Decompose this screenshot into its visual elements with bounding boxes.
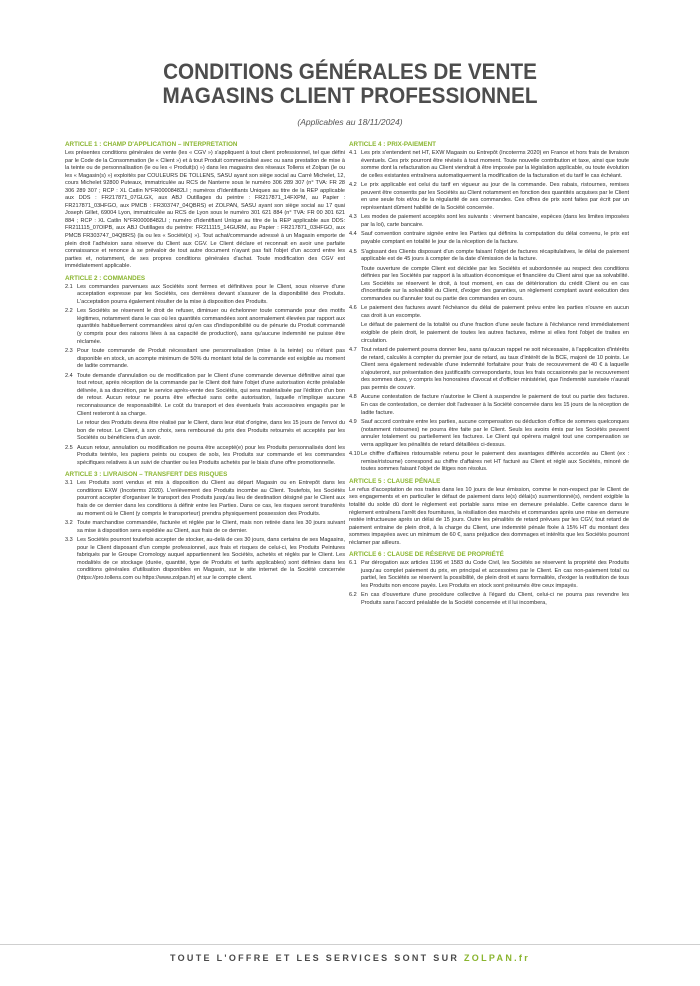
article4-item [349,347,629,392]
item-text: Aucune contestation de facture n'autorise le Client à suspendre le paiement de tout ou partie des factures. En cas de contestation, ce dernier doit l'adresser à la Société concernée dans les 15 jours de la réception de ladite facture. [361,394,629,416]
article4-item [349,182,629,212]
article6-item [349,560,629,590]
item-text: Les prix s'entendent net HT, EXW Magasin ou Entrepôt (Incoterms 2020) en France et hors frais de livraison éventuels. Ces prix pourront être révisés à tout moment. Toute nouvelle contribution et taxe, ainsi que toute somme dont la refacturation au Client viendrait à être imposée par la législation applicable, ou toute évolution de celles existantes entraînera automatiquement la modification de la facturation et du tarif le cas échéant. [361,150,629,179]
article3-item [65,537,345,582]
item-number: 3.2 [65,520,73,527]
article-3-items [65,480,345,582]
article-6-heading: ARTICLE 6 : CLAUSE DE RÉSERVE DE PROPRIÉTÉ [349,551,504,559]
title-line-2: MAGASINS CLIENT PROFESSIONNEL [162,83,538,108]
article4-item [349,231,629,246]
article3-item [65,520,345,535]
item-number: 4.3 [349,214,357,221]
item-text: Le défaut de paiement de la totalité ou d'une fraction d'une seule facture à l'échéance rend immédiatement exigible de plein droit, le paiement de toutes les autres factures, même si elles font l'objet de traites en circulation. [361,322,629,344]
article2-item [65,445,345,468]
item-number: 2.1 [65,283,73,290]
article-1-paragraph: Les présentes conditions générales de vente (les « CGV ») s'appliquent à tout client professionnel, tel que défini par le Code de la Consommation (le « Client ») et à tout Produit commercialisé avec ou sans prestation de mise à la teinte ou de personnalisation (le ou les « Produit(s) ») dans les magasins des réseaux Tollens et Zolpan (le ou les « Magasin(s) ») exploités par COULEURS DE TOLLENS, SASU ayant son siège social au Carré Michelet, 12, cours Michelet 92800 Puteaux, immatriculée au RCS de Nanterre sous le numéro 306 289 307 (n° TVA: FR 28 306 289 307 ; RCP : XL Catlin N°FR00008482LI ; numéros d'Identifiants Uniques au titre de la REP applicable aux DDS : FR217871_07GLGX, aux ABJ Outillages du peintre : FR217871_14FXPM, au Papier : FR217871_03HFGO, aux PMCB : FR303747_04QBRS) et ZOLPAN, SASU ayant son siège social au 17 quai Joseph Gillet, 69004 Lyon, immatriculée au RCS de Lyon sous le numéro 301 621 884 (n° TVA: FR 00 301 621 884 ; RCP : XL Catlin N°FR00008482LI ; numéro d'Identifiant Unique au titre de la REP applicable aux DDS: FR211115_07OIPB, aux ABJ Outillages du peintre: FR211115_14GURM, au Papier : FR217871_03HFGO, aux PMCB FR303747_04QBRS) (la ou les « Société(s) »). Tout achat/commande adressé à un Magasin emporte de plein droit l'adhésion sans réserve du Client aux CGV. Le Client déclare et reconnait en avoir une parfaite connaissance et renonce à se prévaloir de tout autre document n'ayant pas fait l'objet d'un accord entre les parties et, notamment, de ses propres conditions générales d'achat. Toute modification des CGV est immédiatement applicable. [65,150,345,270]
item-text: Toute demande d'annulation ou de modification par le Client d'une commande devenue définitive ainsi que tout retour, après réception de la commande par le Client doit faire l'objet d'une autorisation écrite préalable délivrée, à sa discrétion, par le service après-vente des Sociétés, qui sera matérialisée par l'édition d'un bon de retour. Aucun retour ne pourra être effectué sans cette autorisation, laquelle n'implique aucune reconnaissance de responsabilité. Le coût du transport et des éventuels frais accessoires engagés par le Client resteront à sa charge. [77,372,345,417]
item-text: Le paiement des factures avant l'échéance du délai de paiement prévu entre les parties n'ouvre en aucun cas droit à un escompte. [361,305,629,319]
footer-text: TOUTE L'OFFRE ET LES SERVICES SONT SUR [169,953,460,963]
article2-item [65,284,345,307]
article-5-paragraph: Le refus d'acceptation de nos traites dans les 10 jours de leur émission, comme le non-respect par le Client de ses engagements et en particulier le défaut de paiement dans le(s) délai(s) susmentionné(s), rendent exigible la totalité du solde dû dont le règlement est portable sans mise en demeure préalable. Cette carence dans le règlement entraînera l'arrêt des fournitures, la résiliation des marchés et commandes après une mise en demeure restée infructueuse après un délai de 15 jours. Outre les pénalités de retard prévues par les CGV, tout retard de paiement entraine de plein droit, à la charge du Client, une indemnité pénale fixée à 15% HT du montant des sommes impayées avec un minimum de 60 €, sans préjudice des dommages et intérêts que les Sociétés pourront réclamer par ailleurs. [349,486,629,546]
article2-item [65,308,345,346]
article4-item [349,266,629,304]
item-number: 2.4 [65,372,73,379]
article-2-items [65,284,345,468]
item-number: 3.3 [65,537,73,544]
item-number: 3.1 [65,480,73,487]
item-text: Aucun retour, annulation ou modification ne pourra être accepté(e) pour les Produits personnalisés dont les Produits teintés, les papiers peints ou coupes de sols, les Produits sur commande et les commandes spécifiques relatives à un suivi de chantier ou les Produits achetés par le biais d'une offre promotionnelle. [77,444,345,466]
item-text: Sauf accord contraire entre les parties, aucune compensation ou déduction d'office de sommes quelconques (notamment ristournes) ne pourra être faite par le Client. Seuls les avoirs émis par les Sociétés peuvent annuler totalement ou partiellement les factures. Le Client qui opérera malgré tout une compensation se verra appliquer les pénalités de retard détaillées ci-dessus. [361,419,629,448]
article4-item [349,394,629,417]
item-number: 4.6 [349,305,357,312]
item-text: Le prix applicable est celui du tarif en vigueur au jour de la commande. Des rabais, ristournes, remises peuvent être consentis par les Sociétés au Client notamment en fonction des quantités acquises par le Client en une seule fois et/ou de la régularité de ses commandes. Ces offres de prix sont faites par écrit par un représentant dûment habilité de la Société concernée. [361,182,629,211]
title-line-1: CONDITIONS GÉNÉRALES DE VENTE [163,59,537,84]
article4-item [349,150,629,180]
item-number: 2.3 [65,348,73,355]
item-number: 6.2 [349,592,357,599]
item-number [65,420,77,443]
article-6-items [349,560,629,607]
item-text: Pour toute commande de Produit nécessitant une personnalisation (mise à la teinte) ou n'étant pas disponible en stock, un acompte minimum de 50% du montant total de la commande est exigible au moment de ladite commande. [77,348,345,370]
article4-item [349,214,629,229]
item-number: 6.1 [349,560,357,567]
item-number: 4.1 [349,150,357,156]
article2-item [65,348,345,371]
item-text: Les modes de paiement acceptés sont les suivants : virement bancaire, espèces (dans les limites imposées par la loi), carte bancaire. [361,214,629,228]
item-number: 4.8 [349,394,357,401]
footer-divider [0,944,700,945]
item-text: Les Produits sont vendus et mis à disposition du Client au départ Magasin ou en Entrepôt dans les conditions EXW (Incoterms 2020). L'enlèvement des Produits incombe au Client. Toutefois, les Sociétés pourront accepter d'organiser le transport des Produits jusqu'au lieu de destination désigné par le Client aux frais de ce dernier dans les conditions à définir entre les Parties. Dans ce cas, les risques seront transférés au moment où le Client (y compris le transporteur) prendra physiquement possession des Produits. [77,480,345,517]
right-column [349,141,629,933]
article-1-heading: ARTICLE 1 : CHAMP D'APPLICATION – INTERPRÉTATION [65,141,238,148]
article2-item [65,373,345,418]
item-number: 2.5 [65,444,73,451]
item-text: Le chiffre d'affaires ristournable retenu pour le paiement des avantages différés accordés au Client (ex : remise/ristourne) correspond au chiffre d'affaires net HT facturé au Client et réglé aux Sociétés, minoré de toutes sommes faisant l'objet de litiges non résolus. [361,451,629,473]
item-number: 4.10 [349,451,360,458]
item-text: Le retour des Produits devra être réalisé par le Client, dans leur état d'origine, dans les 15 jours de l'envoi du bon de retour. Le Client, à son choix, sera remboursé du prix des Produits retournés et acceptés par les Sociétés ou bénéficiera d'un avoir. [77,420,345,442]
item-number: 4.9 [349,419,357,426]
item-number: 4.4 [349,231,357,238]
item-text: Sauf convention contraire signée entre les Parties qui définira la computation du délai convenu, le prix est payable comptant en totalité le jour de la réception de la facture. [361,231,629,246]
item-number: 2.2 [65,308,73,315]
item-text: Tout retard de paiement pourra donner lieu, sans qu'aucun rappel ne soit nécessaire, à l'application d'intérêts de retard, calculés à compter du premier jour de retard, au taux d'intérêt de la BCE, majoré de 10 points. Le Client sera également redevable d'une indemnité forfaitaire pour frais de recouvrement de 40 € à laquelle s'ajouteront, sur présentation des justificatifs correspondants, tous les frais occasionnés par le recouvrement des sommes dues, y compris les honoraires d'avocat et d'officier ministériel, que l'indemnité susvisée n'aurait pas permis de couvrir. [361,347,629,391]
article3-item [65,480,345,518]
article4-item [349,305,629,320]
item-text: Toute marchandise commandée, facturée et réglée par le Client, mais non retirée dans les 30 jours suivant sa mise à disposition sera expédiée au Client, aux frais de ce dernier. [77,520,345,534]
article6-item [349,592,629,607]
item-number [349,322,361,345]
article4-item [349,249,629,264]
article-4-heading: ARTICLE 4 : PRIX-PAIEMENT [349,141,436,148]
item-number [349,266,361,304]
footer-brand-link[interactable]: ZOLPAN.fr [464,953,531,963]
article-5-heading: ARTICLE 5 : CLAUSE PÉNALE [349,477,441,485]
item-text: Toute ouverture de compte Client est décidée par les Sociétés et subordonnée au respect des conditions définies par les Sociétés par rapport à la situation économique et financière du Client ainsi que sa solvabilité. Les Sociétés se réservent le droit, à tout moment, en cas de détérioration du crédit Client ou en cas d'incertitude sur la solvabilité du Client, d'exiger des garanties, un règlement comptant avant exécution des commandes ou d'annuler tout ou partie des commandes en cours. [361,265,629,302]
article4-item [349,451,629,474]
item-number: 4.5 [349,248,357,255]
article-4-items [349,150,629,474]
item-text: Les Sociétés se réservent le droit de refuser, diminuer ou échelonner toute commande pour des motifs légitimes, notamment dans le cas où les quantités commandées sont anormalement élevées par rapport aux quantités habituellement commandées ainsi qu'en cas d'indisponibilité ou de pénurie du Produit commandé (y compris pour des raisons liées à sa capacité de production), sans qu'aucune indemnité ne puisse être réclamée. [77,308,345,345]
left-column [65,141,345,933]
footer [0,953,700,963]
article4-item [349,322,629,345]
article-3-heading: ARTICLE 3 : LIVRAISON – TRANSFERT DES RISQUES [65,471,228,479]
article2-item [65,420,345,443]
item-text: S'agissant des Clients disposant d'un compte faisant l'objet de factures récapitulatives, le délai de paiement applicable est de 45 jours à compter de la date d'émission de la facture. [361,248,629,263]
article4-item [349,419,629,449]
item-text: Par dérogation aux articles 1196 et 1583 du Code Civil, les Sociétés se réservent la propriété des Produits jusqu'au complet paiement du prix, en principal et accessoires par le Client. En cas non-paiement total ou partiel, les Sociétés se réservent la possibilité, de plein droit et sans formalités, d'exiger la restitution de tous les Produits non encore payés. Les Produits en stock sont présumés être ceux impayés. [361,560,629,589]
article-2-heading: ARTICLE 2 : COMMANDES [65,274,146,282]
item-text: Les Sociétés pourront toutefois accepter de stocker, au-delà de ces 30 jours, dans certains de ses Magasins, pour le Client disposant d'un compte professionnel, aux frais et risques de celui-ci, les Produits Peintures fabriqués par le Groupe Cromology auquel appartiennent les Sociétés, achetés et réglés par le Client. Les modalités de ce stockage (durée, quantité, type de Produits et tarifs applicables) sont définies dans les conditions générales d'utilisation disponibles en Magasin, sur le site internet de la Société concernée (https://pro.tollens.com ou https://www.zolpan.fr) et sur le compte client. [77,537,345,581]
item-text: En cas d'ouverture d'une procédure collective à l'égard du Client, celui-ci ne pourra pas revendre les Produits sans l'accord préalable de la Société concernée et il lui incombera, [361,592,629,606]
item-text: Les commandes parvenues aux Sociétés sont fermes et définitives pour le Client, sous réserve d'une acceptation expresse par les Sociétés, ces dernières devant s'assurer de la disponibilité des Produits. L'acceptation pourra également résulter de la mise à disposition des Produits. [77,283,345,305]
applicability-date: (Applicables au 18/11/2024) [297,117,403,127]
page-title [28,60,672,108]
item-number: 4.2 [349,182,357,189]
item-number: 4.7 [349,347,357,354]
